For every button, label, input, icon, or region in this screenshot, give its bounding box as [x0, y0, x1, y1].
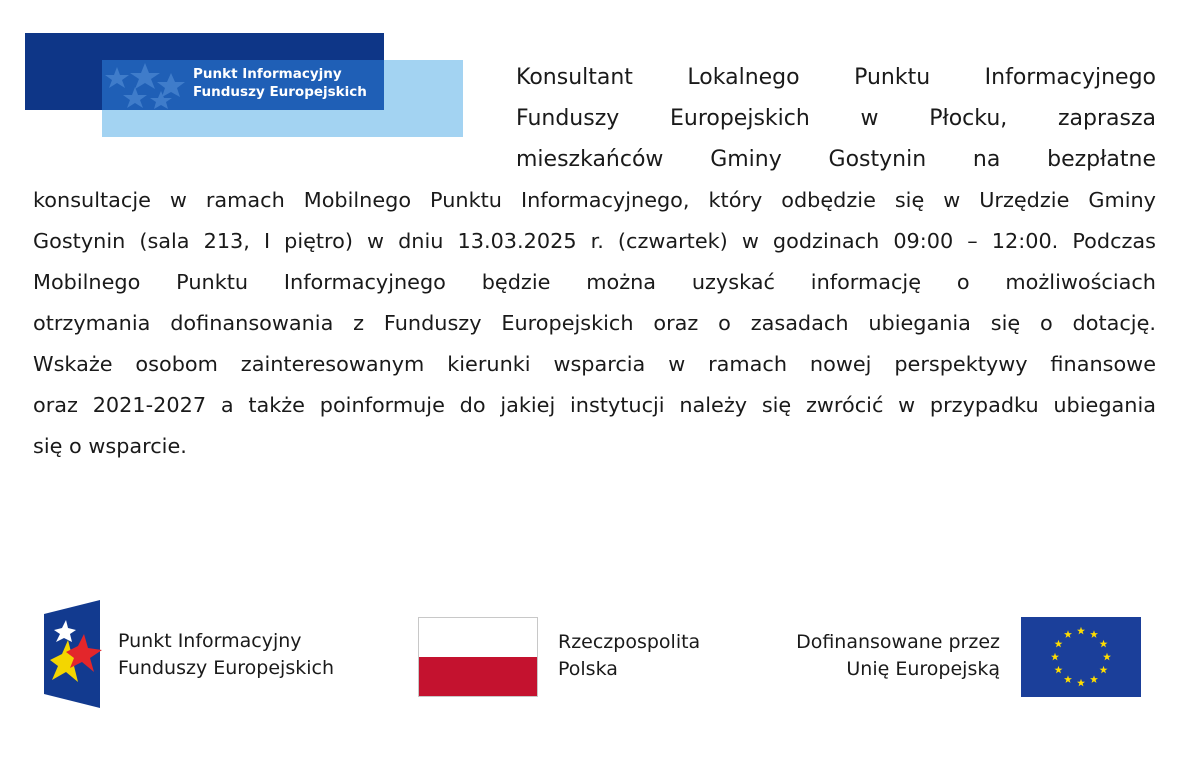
eu-star-icon [1077, 679, 1085, 687]
eu-star-icon [1100, 666, 1108, 674]
paragraph-body [33, 180, 1156, 467]
funds-logo-icon [44, 600, 104, 708]
poland-logo-text [558, 629, 700, 683]
eu-logo-line2: Unię Europejską [846, 658, 1000, 680]
eu-logo-text [796, 629, 1000, 683]
paragraph-line: konsultacje w ramach Mobilnego Punktu Informacyjnego, który odbędzie się w Urzędzie Gminy [33, 188, 1156, 212]
eu-flag-icon [1021, 617, 1141, 697]
eu-star-icon [1100, 640, 1108, 648]
eu-star-icon [1064, 675, 1072, 683]
paragraph-line: Konsultant Lokalnego Punktu Informacyjnego [516, 65, 1156, 90]
eu-star-icon [1077, 627, 1085, 635]
punkt-informacyjny-logo-top [25, 33, 463, 137]
funds-logo-line2: Funduszy Europejskich [118, 657, 334, 679]
eu-star-icon [1054, 640, 1062, 648]
funds-logo-line1: Punkt Informacyjny [118, 630, 302, 652]
poland-flag-icon [418, 617, 538, 697]
funds-logo-text [118, 628, 334, 682]
paragraph-line: się o wsparcie. [33, 434, 187, 458]
logo-text-line1: Punkt Informacyjny [193, 66, 342, 82]
paragraph-line: Gostynin (sala 213, I piętro) w dniu 13.03.2025 r. (czwartek) w godzinach 09:00 – 12:00. Podczas [33, 229, 1156, 253]
poland-logo-line1: Rzeczpospolita [558, 631, 701, 653]
logo-text [193, 65, 367, 101]
paragraph-line: oraz 2021-2027 a także poinformuje do jakiej instytucji należy się zwrócić w przypadku ubiegania [33, 393, 1156, 417]
eu-star-icon [1090, 630, 1098, 638]
logo-stars-icon [105, 61, 190, 109]
paragraph-line: mieszkańców Gminy Gostynin na bezpłatne [516, 147, 1156, 172]
paragraph-line: Funduszy Europejskich w Płocku, zaprasza [516, 106, 1156, 131]
paragraph-line: Mobilnego Punktu Informacyjnego będzie można uzyskać informację o możliwościach [33, 270, 1156, 294]
eu-star-icon [1103, 653, 1111, 661]
eu-star-icon [1064, 630, 1072, 638]
paragraph-intro [516, 57, 1156, 180]
paragraph-line: Wskaże osobom zainteresowanym kierunki wsparcia w ramach nowej perspektywy finansowe [33, 352, 1156, 376]
funds-logo-bottom [44, 600, 364, 708]
eu-logo-line1: Dofinansowane przez [796, 631, 1000, 653]
poland-logo [418, 617, 728, 697]
eu-star-icon [1090, 675, 1098, 683]
poland-logo-line2: Polska [558, 658, 618, 680]
logo-text-line2: Funduszy Europejskich [193, 84, 367, 100]
paragraph-line: otrzymania dofinansowania z Funduszy Europejskich oraz o zasadach ubiegania się o dotację. [33, 311, 1156, 335]
eu-star-icon [1054, 666, 1062, 674]
eu-star-icon [1051, 653, 1059, 661]
eu-logo [770, 617, 1142, 697]
eu-stars-icon [1021, 617, 1141, 697]
